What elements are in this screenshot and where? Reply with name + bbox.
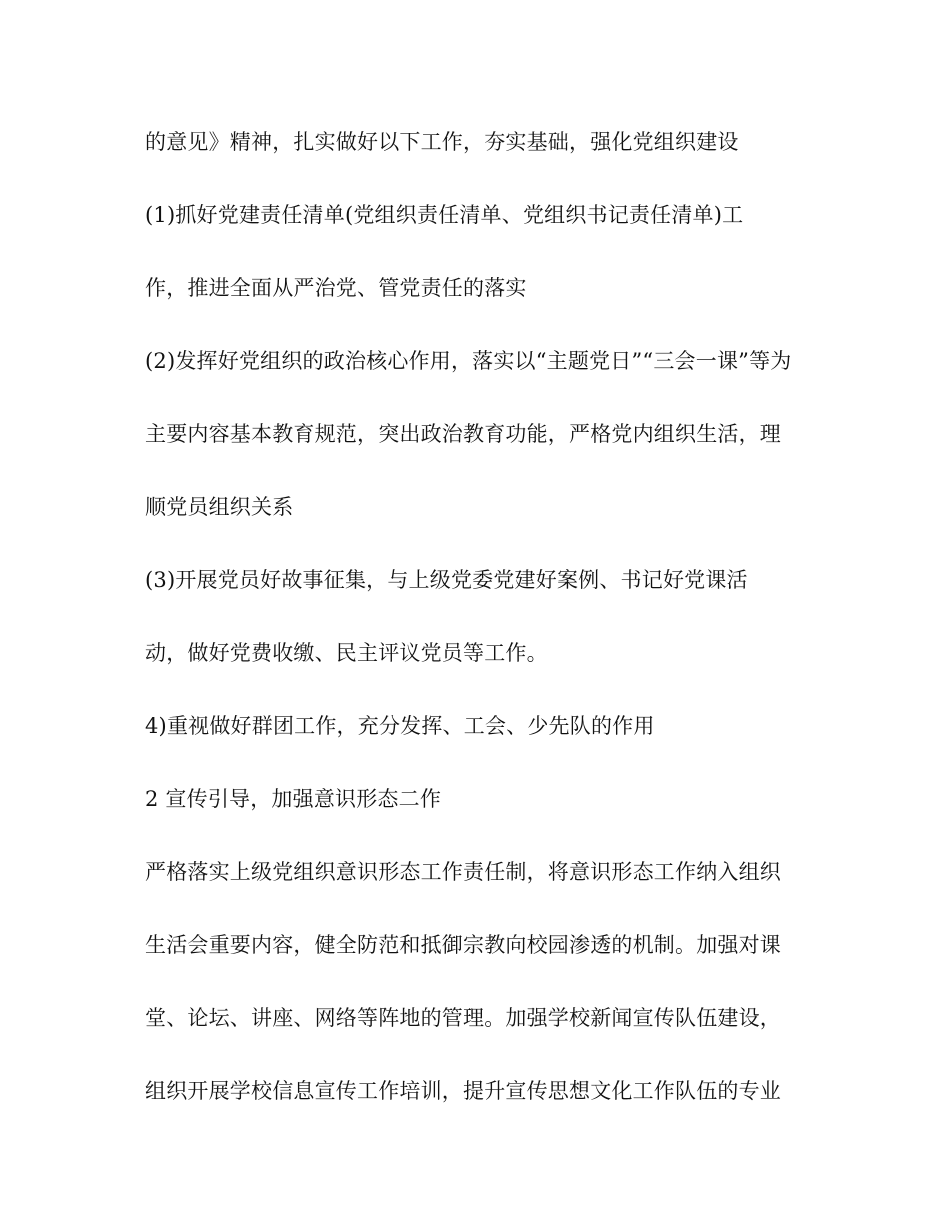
text-line: 生活会重要内容，健全防范和抵御宗教向校园渗透的机制。加强对课 bbox=[145, 933, 781, 957]
text-line: 主要内容基本教育规范，突出政治教育功能，严格党内组织生活，理 bbox=[145, 422, 781, 446]
text-line: (1)抓好党建责任清单(党组织责任清单、党组织书记责任清单)工 bbox=[145, 203, 744, 227]
text-line: (3)开展党员好故事征集，与上级党委党建好案例、书记好党课活 bbox=[145, 568, 748, 592]
text-line: 4)重视做好群团工作，充分发挥、工会、少先队的作用 bbox=[145, 714, 655, 738]
text-line: 的意见》精神，扎实做好以下工作，夯实基础，强化党组织建设 bbox=[145, 130, 739, 154]
text-line: 动，做好党费收缴、民主评议党员等工作。 bbox=[145, 641, 548, 665]
text-line: 组织开展学校信息宣传工作培训，提升宣传思想文化工作队伍的专业 bbox=[145, 1079, 781, 1103]
text-line: 作，推进全面从严治党、管党责任的落实 bbox=[145, 276, 527, 300]
text-line: (2)发挥好党组织的政治核心作用，落实以“主题党日”“三会一课”等为 bbox=[145, 349, 792, 373]
text-line: 严格落实上级党组织意识形态工作责任制，将意识形态工作纳入组织 bbox=[145, 860, 781, 884]
text-line: 2 宣传引导，加强意识形态二作 bbox=[145, 787, 442, 811]
text-line: 顺党员组织关系 bbox=[145, 495, 294, 519]
text-line: 堂、论坛、讲座、网络等阵地的管理。加强学校新闻宣传队伍建设， bbox=[145, 1006, 781, 1030]
